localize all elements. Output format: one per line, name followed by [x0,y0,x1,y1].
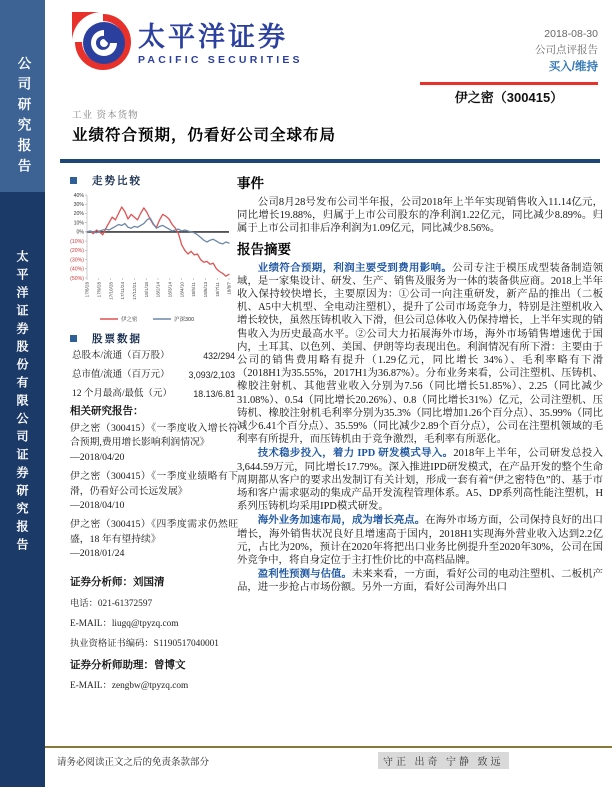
sidebar-company-label: 太平洋证券股份有限公司证券研究报告 [15,250,29,556]
summary-paragraph [237,447,603,513]
related-report-date: —2018/04/10 [70,500,125,512]
paragraph-lead: 业绩符合预期，利润主要受到费用影响。 [257,262,453,274]
paragraph-body: 公司专注于模压成型装备制造领域，是一家集设计、研发、生产、销售及服务为一体的装备供应商。2018上半年收入保持较快增长，主要原因为：①公司一向注重研发，新产品的推出（二板机、A5中大机型、全电动注塑机），提升了公司市场竞争力，特别是注塑机收入增长较快，虽然压铸机收入下滑，但公司总体收入仍保持增长，上半年实现的销售收入为历史最高水平。②公司大力拓展海外市场，海外市场销售增速优于国内，土耳其、以色列、美国、伊朗等均表现出色。利润情况有所下滑：主要由于公司的销售费用略有提升（1.29亿元，同比增长 34%）、毛利率略有下滑（2018H1为35.55%，2017H1为36.87%）。分布业务来看，公司注塑机、压铸机、橡胶注射机、其他营业收入分别为7.56（同比增长51.85%）、2.25（同比减少31.08%）、0.54（同比增长20.26%）、0.8（同比增长31%）亿元，公司注塑机、压铸机、橡胶注射机毛利率分别为35.3%（同比增加1.26个百分点）、35.99%（同比减少6.41个百分点）、35.59%（同比减少2.89个百分点），公司在注塑机领域的毛利率有所提升，而压铸机由于竞争激烈，毛利率有所恶化。 [237,262,603,446]
related-report-text: 伊之密（300415）《一季度业绩略有下滑，仍看好公司长远发展》 [70,470,238,497]
footer-motto: 守正 出奇 宁静 致远 [378,752,509,769]
analyst-cert: 执业资格证书编码：S1190517040001 [70,638,219,649]
related-reports-title: 相关研究报告： [70,406,144,417]
svg-text:30%: 30% [73,202,84,209]
svg-text:(30%): (30%) [70,257,84,264]
stock-row-label: 12 个月最高/最低（元） [72,389,173,399]
svg-text:20%: 20% [73,211,84,218]
paragraph-body: 未来来看，一方面，看好公司的电动注塑机、二板机产品，进一步抢占市场份额。另外一方面，看好公司海外出口 [237,569,603,594]
svg-text:10%: 10% [73,220,84,227]
report-type: 公司点评报告 [535,44,598,57]
brand-block [138,24,303,66]
svg-text:(20%): (20%) [70,248,84,255]
rating-underline [420,82,598,85]
table-row [72,385,235,404]
stock-section-header [70,331,142,346]
analyst-title: 证券分析师：刘国清 [70,577,165,588]
table-row [72,366,235,385]
report-body [237,170,603,742]
list-item [70,518,238,562]
bullet-square-icon [70,177,77,184]
related-report-text: 伊之密（300415）《一季度收入增长符合预期,费用增长影响利润情况》 [70,422,238,449]
sidebar-report-type [0,0,45,192]
svg-text:18/5/11: 18/5/11 [191,282,197,297]
assistant-email: E-MAIL：zengbw@tpyzq.com [70,681,189,692]
rating-badge: 买入/维持 [548,60,598,73]
svg-text:17/9/28: 17/9/28 [96,282,102,298]
svg-text:(10%): (10%) [70,238,84,245]
analyst-phone: 电话：021-61372597 [70,598,153,609]
paragraph-body: 2018年上半年，公司研发总投入3,644.59万元，同比增长17.79%。深入推进IPD研发模式，在产品开发的整个生命周期都从客户的要求出发制订有关计划，形成一套有着“伊之密特色”的、基于市场和客户需求驱动的集成产品开发流程管理体系。A5、DP系列高性能注塑机，H系列压铸机均采用IPD模式研发。 [237,448,603,513]
paragraph-lead: 盈利性预测与估值。 [257,569,352,581]
table-row [72,347,235,366]
stock-row-label: 总市值/流通（百万元） [72,370,170,380]
svg-text:18/1/18: 18/1/18 [143,282,149,298]
trend-section-title: 走势比较 [92,176,142,187]
svg-text:17/11/24: 17/11/24 [120,282,126,300]
svg-text:17/12/21: 17/12/21 [131,282,137,300]
assistant-title: 证券分析师助理：曾博文 [70,659,186,671]
summary-paragraph [237,568,603,594]
related-report-date: —2018/01/24 [70,548,125,560]
summary-paragraph [237,514,603,567]
svg-text:(40%): (40%) [70,266,84,273]
svg-text:0%: 0% [76,229,84,236]
brand-name-en: PACIFIC SECURITIES [138,54,303,66]
analyst-block [70,576,242,693]
summary-heading: 报告摘要 [237,241,291,257]
svg-text:18/8/7: 18/8/7 [226,282,232,295]
list-item [70,470,238,514]
title-divider [60,159,600,163]
trend-chart [62,188,234,326]
svg-text:18/6/13: 18/6/13 [202,282,208,298]
pacific-securities-logo-icon [70,10,134,74]
svg-text:40%: 40% [73,192,84,199]
paragraph-body: 在海外市场方面，公司保持良好的出口增长，海外销售状况良好且增速高于国内，2018H1实现海外营业收入达到2.2亿元，占比为20%，预计在2020年将把出口业务比例提升至2020年30%，公司在国外竞争中，将自身定位于主打性价比的中高档品牌。 [237,515,603,567]
analyst-email: E-MAIL：liugq@tpyzq.com [70,618,179,629]
sidebar-company [0,192,45,787]
related-report-text: 伊之密（300415）《四季度需求仍然旺盛，18 年有望持续》 [70,518,238,545]
svg-text:18/2/14: 18/2/14 [155,282,161,298]
brand-name-cn: 太平洋证券 [138,22,288,52]
stock-row-value: 432/294 [203,351,235,361]
related-reports [70,404,238,566]
stock-section-title: 股票数据 [92,334,142,345]
summary-paragraph [237,262,603,447]
svg-text:(50%): (50%) [70,275,84,282]
footer-disclaimer: 请务必阅读正文之后的免责条款部分 [57,758,210,768]
trend-section-header [70,173,142,188]
event-paragraph: 公司8月28号发布公司半年报，公司2018年上半年实现销售收入11.14亿元，同比增长19.88%，归属于上市公司股东的净利润1.22亿元，同比减少8.89%。归属于上市公司扣非后净利润为1.09亿元，同比减少8.56%。 [237,197,603,235]
event-heading: 事件 [237,176,264,191]
industry-breadcrumb: 工业 资本货物 [72,110,139,121]
stock-name: 伊之密（300415） [454,90,564,105]
footer-divider [45,746,612,748]
paragraph-lead: 海外业务加速布局，成为增长亮点。 [257,515,426,527]
svg-text:18/4/10: 18/4/10 [179,282,185,298]
sidebar-report-type-label: 公司研究报告 [15,56,31,179]
paragraph-lead: 技术稳步投入，着力 IPD 研发模式导入。 [257,448,454,460]
svg-text:18/3/14: 18/3/14 [167,282,173,298]
related-report-date: —2018/04/20 [70,452,125,464]
header-meta [418,26,598,76]
report-date: 2018-08-30 [544,28,598,40]
list-item [70,422,238,466]
svg-text:18/7/11: 18/7/11 [214,282,220,297]
page-title: 业绩符合预期，仍看好公司全球布局 [72,127,337,144]
stock-row-value: 3,093/2,103 [188,370,235,380]
svg-text:17/10/28: 17/10/28 [108,282,114,300]
svg-text:伊之密: 伊之密 [121,317,138,323]
stock-data-table [72,347,235,404]
svg-text:沪深300: 沪深300 [174,317,195,323]
stock-row-value: 18.13/6.81 [193,389,235,399]
stock-row-label: 总股本/流通（百万股） [72,351,170,361]
svg-text:17/8/28: 17/8/28 [84,282,90,298]
bullet-square-icon [70,335,77,342]
